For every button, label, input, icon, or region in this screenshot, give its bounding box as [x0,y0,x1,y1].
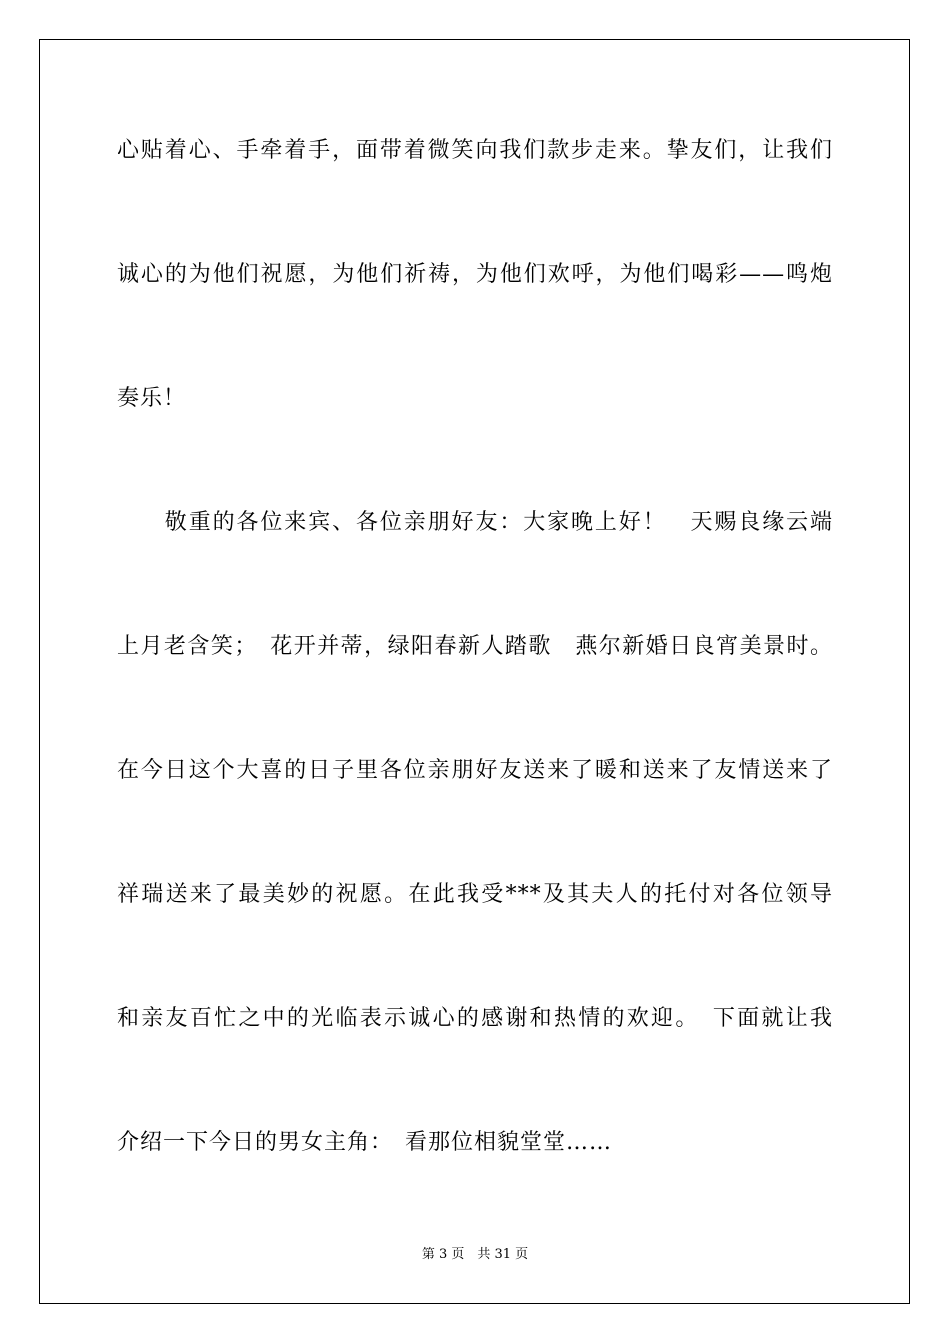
text-line-7: 祥瑞送来了最美妙的祝愿。在此我受***及其夫人的托付对各位领导 [117,882,833,907]
text-line-2: 诚心的为他们祝愿，为他们祈祷，为他们欢呼，为他们喝彩——鸣炮 [117,262,833,287]
text-line-4: 敬重的各位来宾、各位亲朋好友：大家晚上好！ 天赐良缘云端 [117,510,833,535]
page-border [39,39,910,1304]
text-line-8: 和亲友百忙之中的光临表示诚心的感谢和热情的欢迎。 下面就让我 [117,1006,833,1031]
text-line-5: 上月老含笑； 花开并蒂，绿阳春新人踏歌 燕尔新婚日良宵美景时。 [117,634,833,659]
page-number-label: 第 3 页 共 31 页 [421,1247,529,1262]
text-line-3: 奏乐！ [117,386,187,411]
page-footer [0,1246,950,1264]
text-line-1: 心贴着心、手牵着手，面带着微笑向我们款步走来。挚友们，让我们 [117,138,833,163]
text-line-9: 介绍一下今日的男女主角： 看那位相貌堂堂…… [117,1130,613,1155]
text-line-6: 在今日这个大喜的日子里各位亲朋好友送来了暖和送来了友情送来了 [117,758,833,783]
